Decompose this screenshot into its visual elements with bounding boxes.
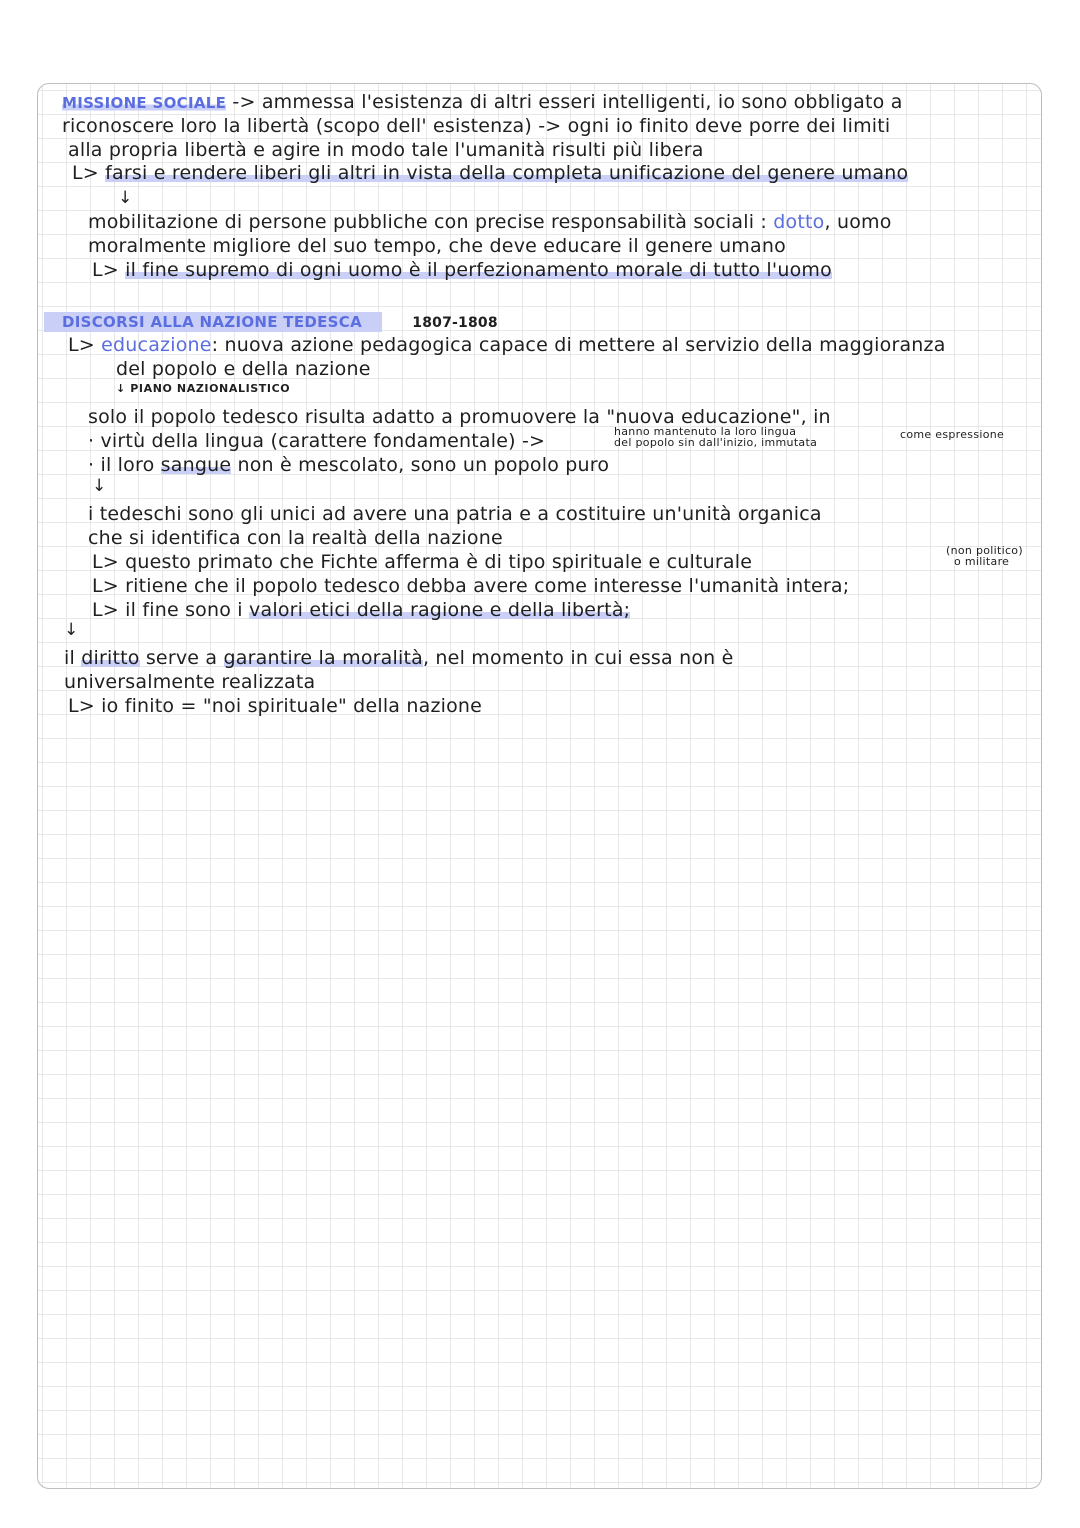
lingua-note-top: hanno mantenuto la loro lingua xyxy=(614,425,797,438)
discorsi-heading-line xyxy=(44,309,498,335)
educazione-term: educazione xyxy=(101,334,212,356)
missione-line-6: moralmente migliore del suo tempo, che deve educare il genere umano xyxy=(88,235,786,257)
missione-line-4: L> farsi e rendere liberi gli altri in vista della completa unificazione del genere umano xyxy=(72,162,909,184)
conclusione-line-2: universalmente realizzata xyxy=(64,671,316,693)
discorsi-line-1: L> educazione: nuova azione pedagogica capace di mettere al servizio della maggioranza xyxy=(68,334,946,356)
discorsi-line-6: i tedeschi sono gli unici ad avere una patria e a costituire un'unità organica xyxy=(88,503,822,525)
missione-line-7: L> il fine supremo di ogni uomo è il perfezionamento morale di tutto l'uomo xyxy=(92,259,832,281)
discorsi-line-2: del popolo e della nazione xyxy=(116,358,371,380)
dotto-term: dotto xyxy=(773,211,825,233)
paren-note-bottom: o militare xyxy=(954,555,1010,568)
discorsi-line-7: che si identifica con la realtà della nazione xyxy=(88,527,503,549)
missione-line-5: mobilitazione di persone pubbliche con precise responsabilità sociali : dotto, uomo xyxy=(88,211,892,233)
return-arrow-icon: L> xyxy=(68,334,95,356)
missione-line-1: MISSIONE SOCIALE -> ammessa l'esistenza di altri esseri intelligenti, io sono obbligato a xyxy=(62,91,903,113)
discorsi-line-3: solo il popolo tedesco risulta adatto a promuovere la "nuova educazione", in xyxy=(88,406,831,428)
return-arrow-icon: L> xyxy=(72,162,99,184)
missione-line-2: riconoscere loro la libertà (scopo dell' esistenza) -> ogni io finito deve porre dei limiti xyxy=(62,115,891,137)
discorsi-line-10: L> il fine sono i valori etici della ragione e della libertà; xyxy=(92,599,631,621)
discorsi-line-9: L> ritiene che il popolo tedesco debba avere come interesse l'umanità intera; xyxy=(92,575,850,597)
conclusione-line-3: L> io finito = "noi spirituale" della nazione xyxy=(68,695,483,717)
missione-heading: MISSIONE SOCIALE xyxy=(62,94,227,112)
missione-line-3: alla propria libertà e agire in modo tale l'umanità risulti più libera xyxy=(68,139,704,161)
discorsi-line-8: L> questo primato che Fichte afferma è di tipo spirituale e culturale xyxy=(92,551,753,573)
lingua-note-right: come espressione xyxy=(900,428,1005,441)
piano-nazionalistico-label: ↓ PIANO NAZIONALISTICO xyxy=(116,382,291,395)
lingua-note-bottom: del popolo sin dall'inizio, immutata xyxy=(614,436,818,449)
discorsi-date: 1807-1808 xyxy=(412,315,498,331)
discorsi-heading: DISCORSI ALLA NAZIONE TEDESCA xyxy=(44,312,382,332)
notebook-page xyxy=(37,83,1042,1489)
return-arrow-icon: L> xyxy=(92,259,119,281)
discorsi-line-5: · il loro sangue non è mescolato, sono un popolo puro xyxy=(88,454,610,476)
discorsi-line-4: · virtù della lingua (carattere fondamentale) -> xyxy=(88,430,546,452)
down-arrow-icon: ↓ xyxy=(64,620,79,640)
conclusione-line-1: il diritto serve a garantire la moralità, nel momento in cui essa non è xyxy=(64,647,734,669)
down-arrow-icon: ↓ xyxy=(92,476,107,496)
down-arrow-icon: ↓ xyxy=(118,188,133,208)
paren-note-top: (non politico) xyxy=(946,544,1023,557)
